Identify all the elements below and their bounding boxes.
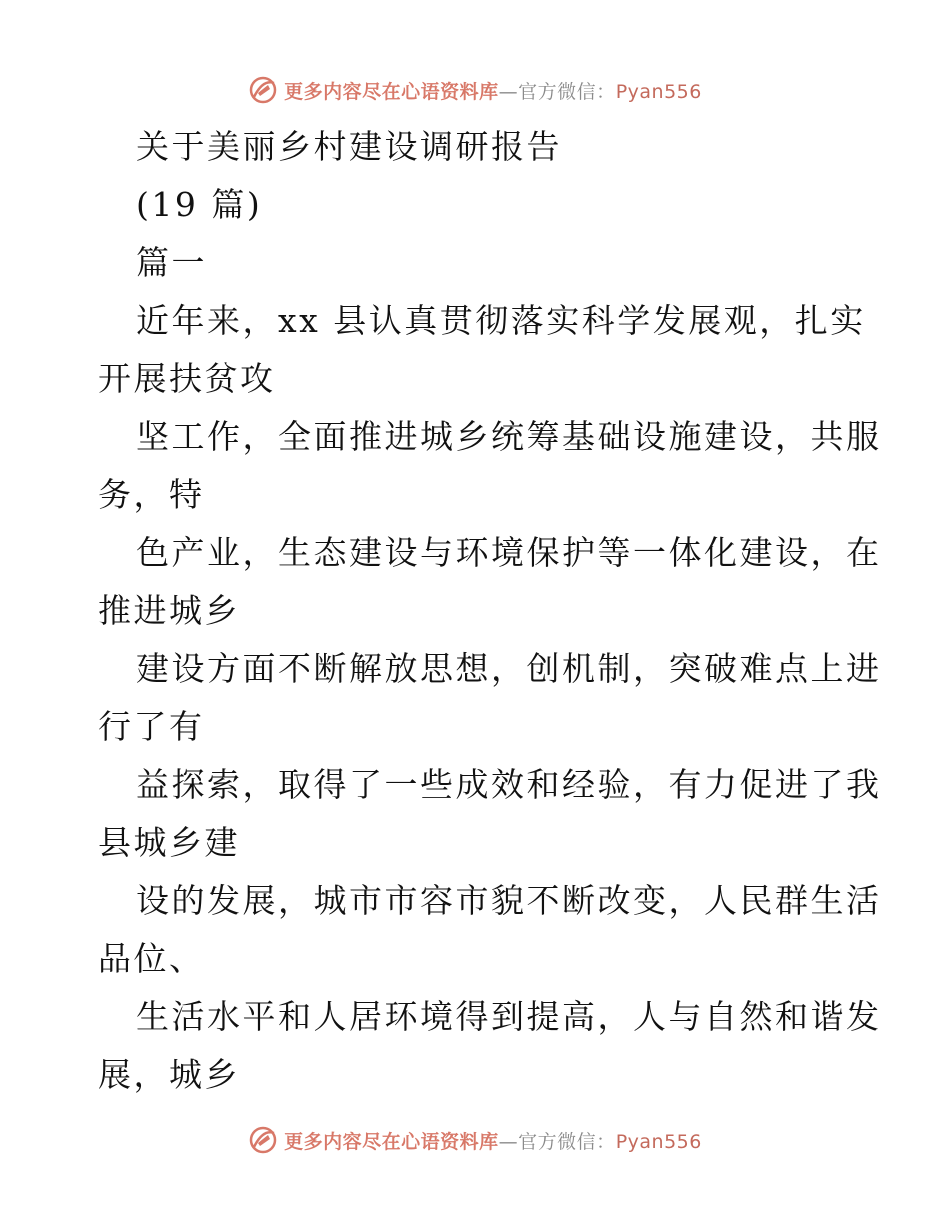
paragraph-line: 坚工作，全面推进城乡统筹基础设施建设，共服 — [136, 417, 882, 456]
paragraph-line: 近年来，xx 县认真贯彻落实科学发展观，扎实 — [136, 301, 866, 340]
paragraph-line: 行了有 — [98, 707, 205, 746]
watermark-inner — [248, 75, 702, 105]
paragraph-line: 县城乡建 — [98, 823, 240, 862]
paragraph-line: 推进城乡 — [98, 591, 240, 630]
watermark-brand: 更多内容尽在心语资料库 — [284, 1130, 499, 1153]
paragraph-line: 设的发展，城市市容市貌不断改变，人民群生活 — [136, 881, 882, 920]
document-body — [98, 118, 882, 1104]
watermark-header — [0, 70, 950, 110]
watermark-text — [284, 1127, 702, 1154]
watermark-official: 官方微信： — [518, 80, 616, 103]
watermark-separator: — — [498, 80, 519, 103]
watermark-wechat-id: Pyan556 — [615, 1130, 702, 1153]
watermark-wechat-id: Pyan556 — [615, 80, 702, 103]
paragraph-line: 品位、 — [98, 939, 205, 978]
paragraph-line: 色产业，生态建设与环境保护等一体化建设，在 — [136, 533, 882, 572]
section-heading: 篇一 — [136, 243, 207, 282]
pen-logo-icon — [248, 1125, 278, 1155]
watermark-footer — [0, 1120, 950, 1160]
pen-logo-icon — [248, 75, 278, 105]
document-title: 关于美丽乡村建设调研报告 — [136, 127, 562, 166]
document-title-count: (19 篇) — [136, 185, 263, 224]
watermark-inner — [248, 1125, 702, 1155]
paragraph-line: 展，城乡 — [98, 1055, 240, 1094]
watermark-official: 官方微信： — [518, 1130, 616, 1153]
watermark-text — [284, 77, 702, 104]
paragraph-line: 益探索，取得了一些成效和经验，有力促进了我 — [136, 765, 882, 804]
watermark-brand: 更多内容尽在心语资料库 — [284, 80, 499, 103]
paragraph-line: 建设方面不断解放思想，创机制，突破难点上进 — [136, 649, 882, 688]
watermark-separator: — — [498, 1130, 519, 1153]
paragraph-line: 务，特 — [98, 475, 205, 514]
paragraph-line: 开展扶贫攻 — [98, 359, 276, 398]
paragraph-line: 生活水平和人居环境得到提高，人与自然和谐发 — [136, 997, 882, 1036]
